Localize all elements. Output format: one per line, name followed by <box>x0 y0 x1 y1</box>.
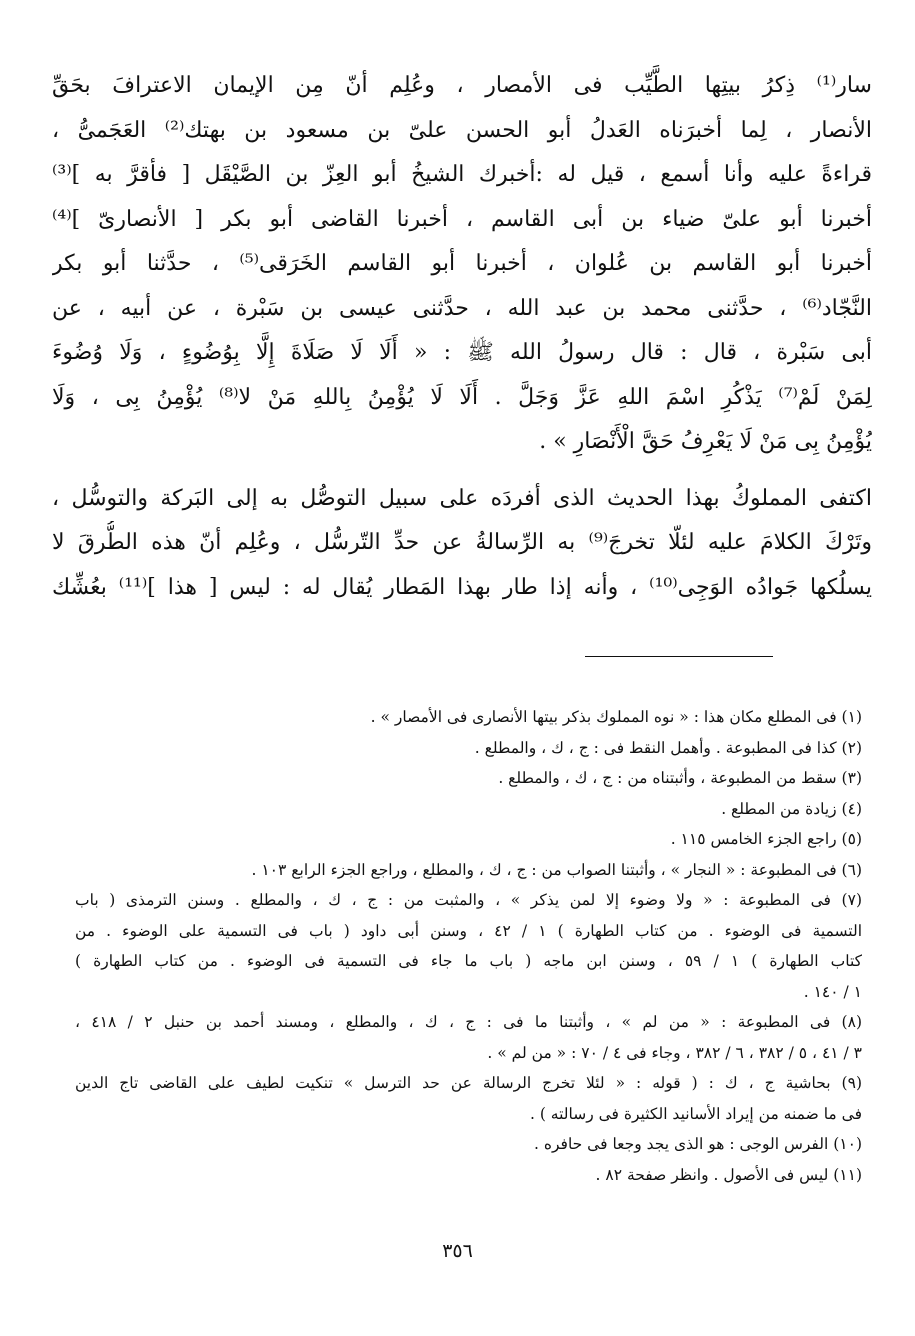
text-line: أبى سَبْرة ، قال : قال رسولُ الله ﷺ : « أَلَا لَا صَلَاةَ إِلَّا بِوُضُوءٍ ، وَلَا وُضُوءَ <box>52 340 872 365</box>
text-line: الأنصار ، لِما أخبرَناه العَدلُ أبو الحسن علىّ بن مسعود بن بهتك⁽²⁾ العَجَمىُّ ، <box>52 117 872 143</box>
footnote-line: (٦) فى المطبوعة : « النجار » ، وأثبتنا الصواب من : ج ، ك ، والمطلع ، وراجع الجزء الرابع ١٠٣ . <box>251 860 862 879</box>
footnote-line: (٢) كذا فى المطبوعة . وأهمل النقط فى : ج ، ك ، والمطلع . <box>474 738 862 757</box>
footnote-line: (٧) فى المطبوعة : « ولا وضوء إلا لمن يذكر » ، والمثبت من : ج ، ك ، والمطلع . وسنن الترمذى ( باب <box>75 891 862 909</box>
footnote-line: (٤) زيادة من المطلع . <box>721 799 862 818</box>
main-text <box>52 64 872 610</box>
text-line: يسلُكها جَوادُه الوَجِى⁽¹⁰⁾ ، وأنه إذا طار بهذا المَطار يُقال له : ليس [ هذا ]⁽¹¹⁾ بعُشِّك <box>52 574 872 600</box>
text-line: وتَرْكَ الكلامَ عليه لئلّا تخرجَ⁽⁹⁾ به الرِّسالةُ عن حدِّ التّرسُّل ، وعُلِم أنّ هذه الطُّرقَ لا <box>52 530 872 555</box>
footnotes <box>75 702 862 1190</box>
text-line: يُؤْمِنُ بِى مَنْ لَا يَعْرِفُ حَقَّ الْأَنْصَارِ » . <box>539 429 872 454</box>
footnote-line: ٣ / ٤١ ، ٥ / ٣٨٢ ، ٦ / ٣٨٢ ، وجاء فى ٤ / ٧٠ : « من لم » . <box>487 1043 862 1062</box>
footnote-line: (١١) ليس فى الأصول . وانظر صفحة ٨٢ . <box>595 1165 862 1184</box>
footnote-line: (٣) سقط من المطبوعة ، وأثبتناه من : ج ، ك ، والمطلع . <box>498 769 862 787</box>
paragraph-gap <box>52 465 872 477</box>
text-line: اكتفى المملوكُ بهذا الحديث الذى أفردَه على سبيل التوصُّل به إلى البَركة والتوسُّل ، <box>52 485 872 511</box>
footnote-line: فى ما ضمنه من إيراد الأسانيد الكثيرة فى رسالته ) . <box>529 1104 862 1123</box>
footnote-line: (١) فى المطلع مكان هذا : « نوه المملوك بذكر بيتها الأنصارى فى الأمصار » . <box>370 708 862 726</box>
text-line: لِمَنْ لَمْ⁽⁷⁾ يَذْكُرِ اسْمَ اللهِ عَزَّ وَجَلَّ . أَلَا لَا يُؤْمِنُ بِاللهِ مَنْ لا⁽⁸⁾ يُؤْمِنُ بِى ، وَلَا <box>52 384 872 410</box>
footnote-line: التسمية فى الوضوء . من كتاب الطهارة ) ١ / ٤٢ ، وسنن أبى داود ( باب فى التسمية على الوضوء . من <box>75 921 862 940</box>
text-line: أخبرنا أبو القاسم بن عُلوان ، أخبرنا أبو القاسم الخَرَقى⁽⁵⁾ ، حدَّثنا أبو بكر <box>52 251 872 276</box>
footnote-line: (٨) فى المطبوعة : « من لم » ، وأثبتنا ما فى : ج ، ك ، والمطلع ، ومسند أحمد بن حنبل ٢ / ٤١٨ ، <box>75 1013 862 1031</box>
text-line: سار⁽¹⁾ ذِكرُ بيتِها الطَّيِّب فى الأمصار ، وعُلِم أنّ مِن الإيمان الاعترافَ بحَقِّ <box>52 73 872 98</box>
footnote-separator <box>585 656 773 657</box>
text-line: قراءةً عليه وأنا أسمع ، قيل له :أخبرك الشيخُ أبو العِزّ بن الصَّيْقَل [ فأقرَّ به ]⁽³⁾ <box>52 162 872 187</box>
text-line: النَّجّاد⁽⁶⁾ ، حدَّثنى محمد بن عبد الله ، حدَّثنى عيسى بن سَبْرة ، عن أبيه ، عن <box>52 295 872 321</box>
footnote-line: (١٠) الفرس الوجى : هو الذى يجد وجعا فى حافره . <box>534 1135 862 1153</box>
footnote-line: ١ / ١٤٠ . <box>803 982 862 1001</box>
page-number: ٣٥٦ <box>442 1240 473 1262</box>
footnote-line: (٩) بحاشية ج ، ك : ( قوله : « لئلا تخرج الرسالة عن حد الترسل » تنكيت لطيف على القاضى تاج الدين <box>75 1074 862 1092</box>
footnote-line: (٥) راجع الجزء الخامس ١١٥ . <box>670 830 862 848</box>
footnote-line: كتاب الطهارة ) ١ / ٥٩ ، وسنن ابن ماجه ( باب ما جاء فى التسمية فى الوضوء . من كتاب الطهارة ) <box>75 952 862 970</box>
text-line: أخبرنا أبو علىّ ضياء بن أبى القاسم ، أخبرنا القاضى أبو بكر [ الأنصارىّ ]⁽⁴⁾ <box>52 206 872 232</box>
